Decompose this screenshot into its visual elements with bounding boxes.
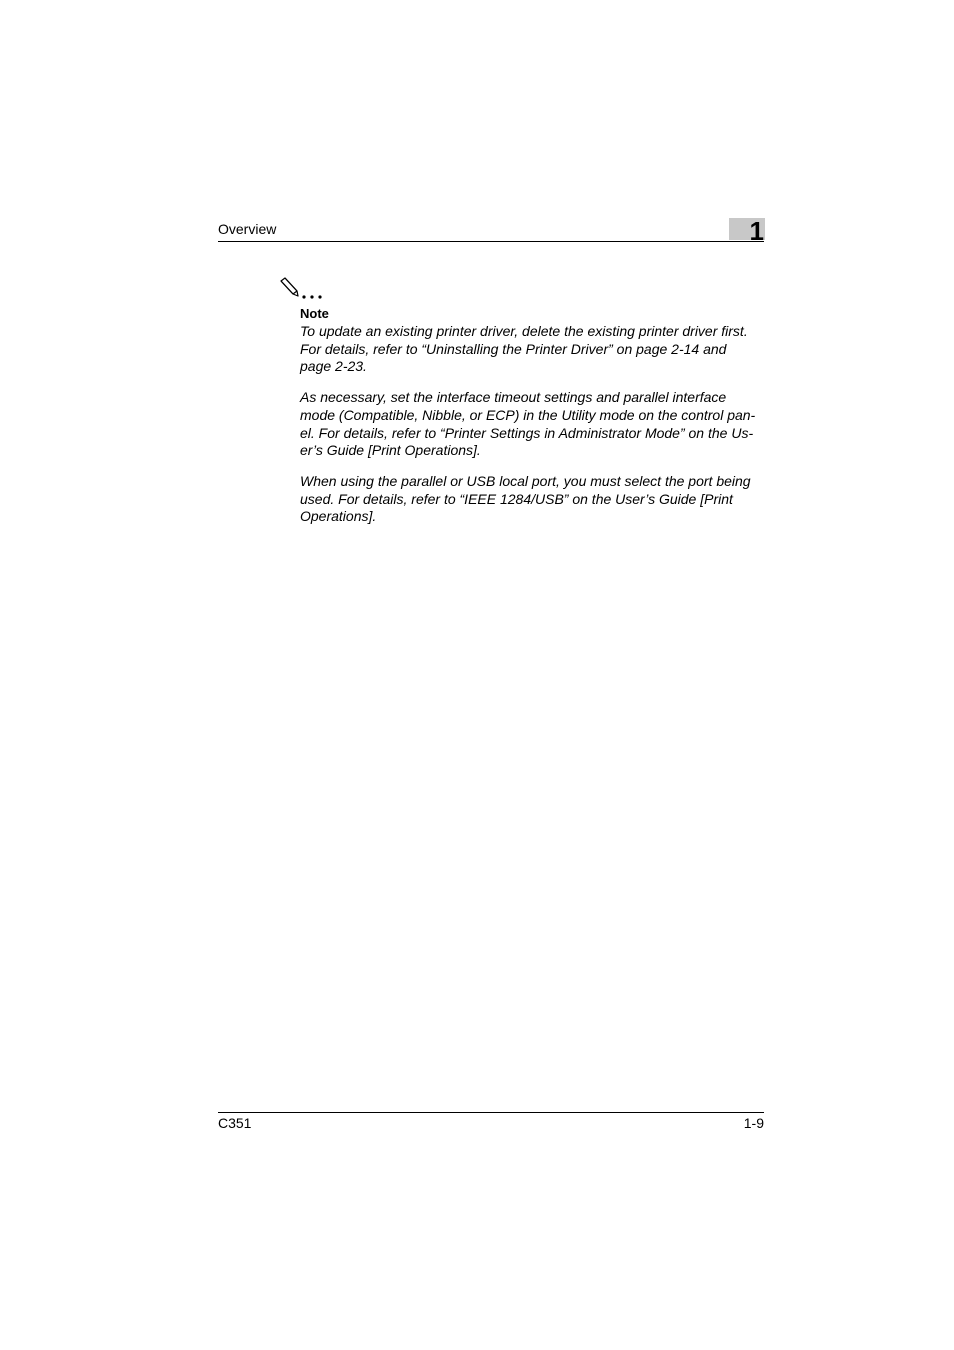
note-paragraph: When using the parallel or USB local port, you must select the port being used. For details, refer to “IEEE 1284/USB” on the User’s Guide [Print Operations]. [300,472,751,525]
footer-page-number: 1-9 [743,1115,764,1131]
footer-model: C351 [218,1115,252,1131]
chapter-tab [729,216,765,246]
footer-divider [218,1112,764,1113]
header-divider [218,241,764,242]
note-body [300,323,766,539]
note-paragraph: As necessary, set the interface timeout settings and parallel interface mode (Compatible, Nibble, or ECP) in the Utility mode on the control pan- el. For details, refer to “Printer Settings in Administrator Mode” on the Us- er’s Guide [Print Operations]. [300,389,756,459]
section-title: Overview [218,221,277,237]
chapter-number: 1 [749,216,764,246]
note-paragraph: To update an existing printer driver, delete the existing printer driver first. For details, refer to “Uninstalling the Printer Driver” on page 2-14 and page 2-23. [300,323,748,375]
note-heading: Note [300,306,329,321]
pencil-note-icon [278,276,334,302]
